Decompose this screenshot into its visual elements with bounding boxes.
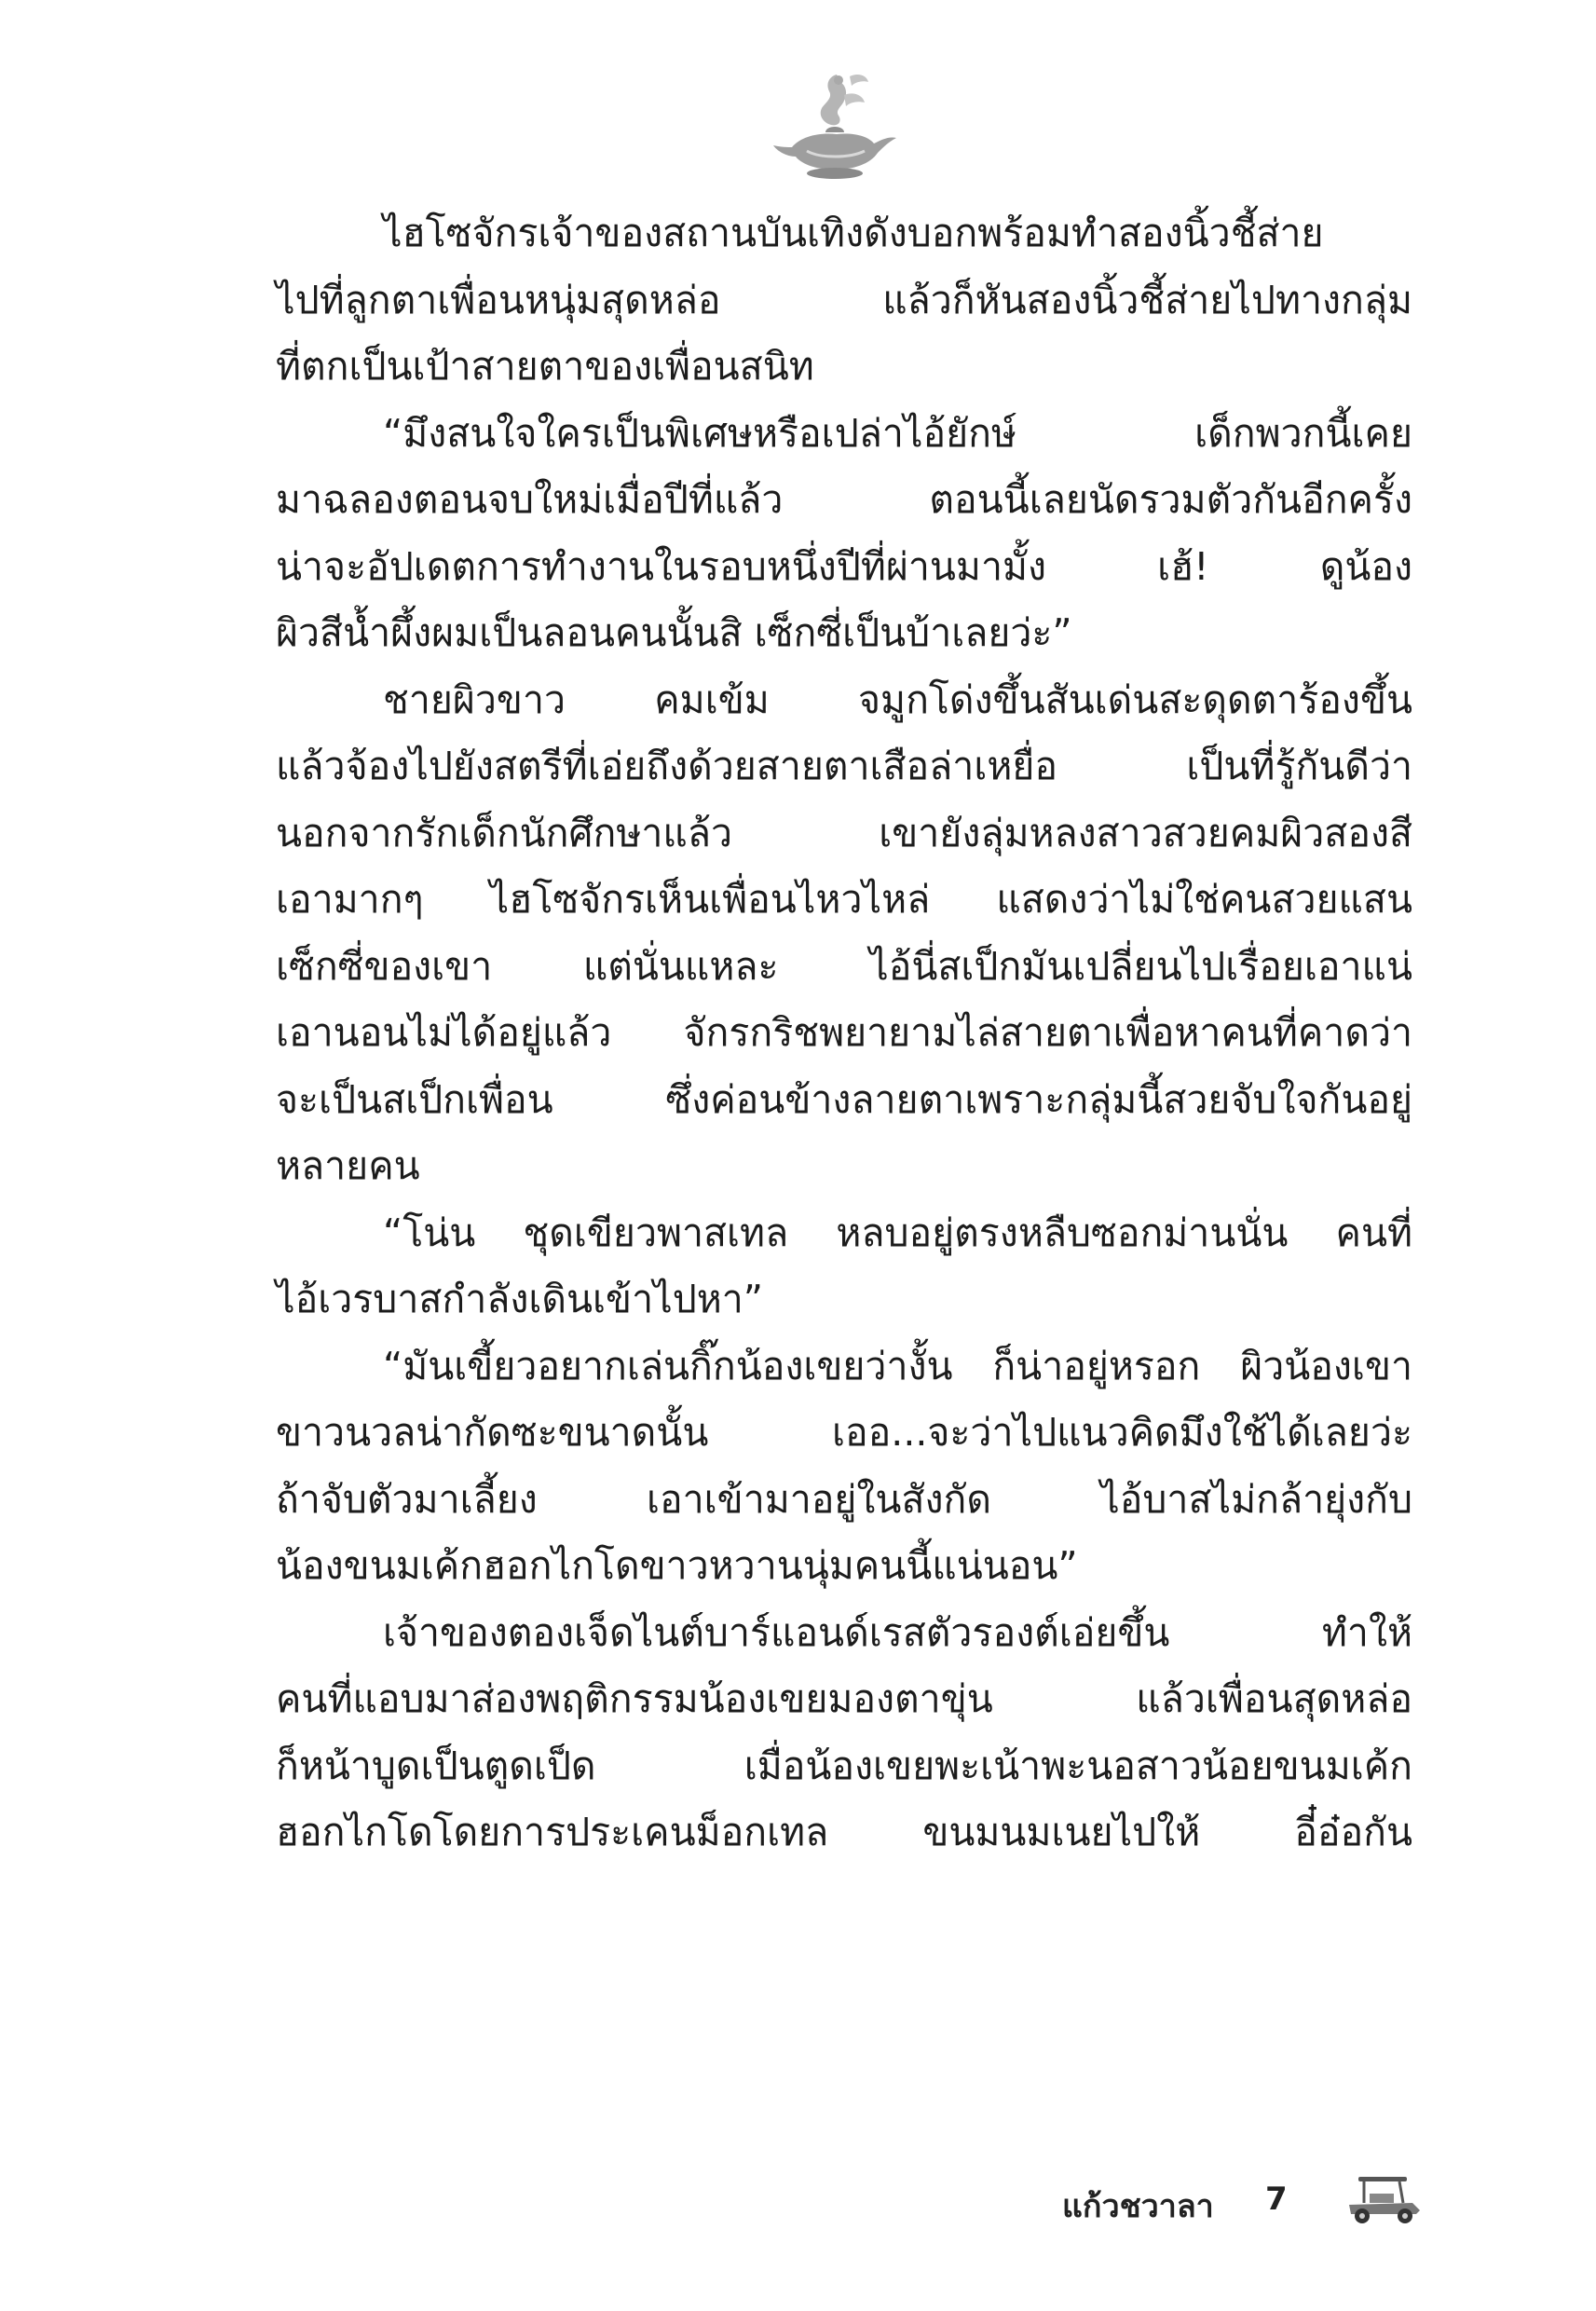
page-number: 7 — [1265, 2181, 1288, 2218]
paragraph-line: นอกจากรักเด็กนักศึกษาแล้ว เขายังลุ่มหลงสาวสวยคมผิวสองสี — [276, 810, 1412, 855]
book-title: แก้วชวาลา — [1062, 2188, 1214, 2225]
paragraph-line: เซ็กซี่ของเขา แต่นั่นแหละ ไอ้นี่สเป็กมันเปลี่ยนไปเรื่อยเอาแน่ — [276, 943, 1412, 989]
paragraph-line: ขาวนวลน่ากัดซะขนาดนั้น เออ...จะว่าไปแนวคิดมึงใช้ได้เลยว่ะ — [276, 1410, 1412, 1455]
paragraph-line: ก็หน้าบูดเป็นตูดเป็ด เมื่อน้องเขยพะเน้าพะนอสาวน้อยขนมเค้ก — [276, 1743, 1412, 1788]
paragraph-line: ไปที่ลูกตาเพื่อนหนุ่มสุดหล่อ แล้วก็หันสองนิ้วชี้ส่ายไปทางกลุ่ม — [276, 277, 1412, 322]
paragraph-line: เจ้าของตองเจ็ดไนต์บาร์แอนด์เรสตัวรองต์เอ่ยขึ้น ทำให้ — [383, 1609, 1412, 1655]
paragraph-line: “มันเขี้ยวอยากเล่นกิ๊กน้องเขยว่างั้น ก็น่าอยู่หรอก ผิวน้องเขา — [383, 1343, 1412, 1388]
paragraph-line: “มึงสนใจใครเป็นพิเศษหรือเปล่าไอ้ยักษ์ เด็กพวกนี้เคย — [383, 410, 1412, 456]
paragraph-line: น้องขนมเค้กฮอกไกโดขาวหวานนุ่มคนนี้แน่นอน” — [276, 1543, 1078, 1588]
paragraph-line: มาฉลองตอนจบใหม่เมื่อปีที่แล้ว ตอนนี้เลยนัดรวมตัวกันอีกครั้ง — [276, 477, 1412, 522]
paragraph-line: น่าจะอัปเดตการทำงานในรอบหนึ่งปีที่ผ่านมามั้ง เฮ้! ดูน้อง — [276, 543, 1412, 589]
paragraph-line: ที่ตกเป็นเป้าสายตาของเพื่อนสนิท — [276, 344, 814, 389]
paragraph-line: หลายคน — [276, 1143, 420, 1188]
paragraph-line: ไอ้เวรบาสกำลังเดินเข้าไปหา” — [276, 1277, 764, 1321]
paragraph-line: ชายผิวขาว คมเข้ม จมูกโด่งขึ้นสันเด่นสะดุดตาร้องขึ้น — [383, 677, 1412, 722]
paragraph-line: จะเป็นสเป็กเพื่อน ซึ่งค่อนข้างลายตาเพราะกลุ่มนี้สวยจับใจกันอยู่ — [276, 1076, 1412, 1122]
paragraph-line: แล้วจ้องไปยังสตรีที่เอ่ยถึงด้วยสายตาเสือล่าเหยื่อ เป็นที่รู้กันดีว่า — [276, 744, 1412, 788]
paragraph-line: “โน่น ชุดเขียวพาสเทล หลบอยู่ตรงหลืบซอกม่านนั่น คนที่ — [383, 1210, 1412, 1255]
paragraph-line: ผิวสีน้ำผึ้งผมเป็นลอนคนนั้นสิ เซ็กซี่เป็นบ้าเลยว่ะ” — [276, 610, 1072, 655]
page-footer — [1062, 2171, 1453, 2236]
paragraph-line: ฮอกไกโดโดยการประเคนม็อกเทล ขนมนมเนยไปให้ อี๋อ๋อกัน — [276, 1810, 1412, 1854]
genie-lamp-icon — [764, 67, 904, 188]
paragraph-line: เอานอนไม่ได้อยู่แล้ว จักรกริชพยายามไล่สายตาเพื่อหาคนที่คาดว่า — [276, 1010, 1412, 1055]
body-text — [276, 200, 1412, 1867]
paragraph-line: ถ้าจับตัวมาเลี้ยง เอาเข้ามาอยู่ในสังกัด ไอ้บาสไม่กล้ายุ่งกับ — [276, 1476, 1412, 1522]
paragraph-line: คนที่แอบมาส่องพฤติกรรมน้องเขยมองตาขุ่น แล้วเพื่อนสุดหล่อ — [276, 1676, 1412, 1721]
golf-cart-icon — [1342, 2171, 1425, 2227]
paragraph-line: ไฮโซจักรเจ้าของสถานบันเทิงดังบอกพร้อมทำสองนิ้วชี้ส่าย — [383, 211, 1324, 255]
paragraph-line: เอามากๆ ไฮโซจักรเห็นเพื่อนไหวไหล่ แสดงว่าไม่ใช่คนสวยแสน — [276, 877, 1412, 922]
